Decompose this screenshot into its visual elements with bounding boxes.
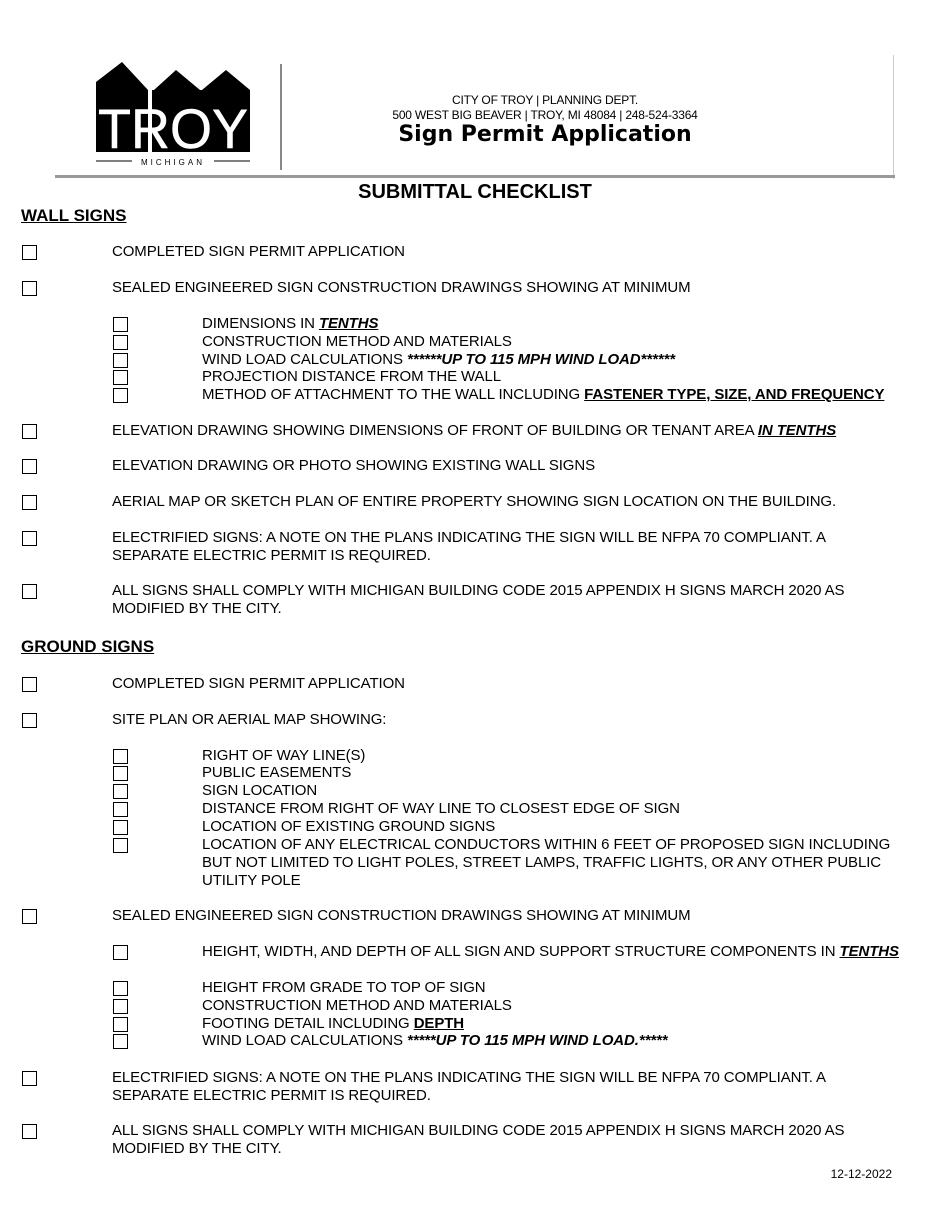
sub-checkbox[interactable] — [113, 317, 128, 332]
item-text: DIMENSIONS IN — [202, 315, 319, 332]
item-text: CONSTRUCTION METHOD AND MATERIALS — [202, 997, 512, 1014]
item-text: RIGHT OF WAY LINE(S) — [202, 747, 366, 764]
emphasis-text: TENTHS — [839, 943, 899, 960]
item-text: HEIGHT, WIDTH, AND DEPTH OF ALL SIGN AND SUPPORT STRUCTURE COMPONENTS IN — [202, 943, 840, 960]
checklist-item-text — [202, 800, 922, 818]
item-text: AERIAL MAP OR SKETCH PLAN OF ENTIRE PROPERTY SHOWING SIGN LOCATION ON THE BUILDING. — [112, 493, 837, 510]
sub-checkbox[interactable] — [113, 370, 128, 385]
emphasis-text: FASTENER TYPE, SIZE, AND FREQUENCY — [584, 386, 885, 403]
checklist-item-text — [112, 279, 902, 297]
checklist-item-text — [112, 422, 902, 440]
sub-checkbox[interactable] — [113, 838, 128, 853]
svg-text:MICHIGAN: MICHIGAN — [141, 158, 205, 167]
checklist-item-text — [202, 782, 922, 800]
checklist-item-text — [202, 997, 922, 1015]
item-text: COMPLETED SIGN PERMIT APPLICATION — [112, 675, 405, 692]
checklist-item-text — [202, 386, 922, 404]
checklist-item-text — [112, 1069, 902, 1105]
revision-date: 12-12-2022 — [830, 1167, 892, 1181]
item-text: ELECTRIFIED SIGNS: A NOTE ON THE PLANS INDICATING THE SIGN WILL BE NFPA 70 COMPLIANT. A SEPARATE ELECTRIC PERMIT IS REQUIRED. — [112, 529, 826, 564]
item-text: PROJECTION DISTANCE FROM THE WALL — [202, 368, 501, 385]
sub-checkbox[interactable] — [113, 784, 128, 799]
checklist-item-text — [112, 582, 902, 618]
checklist-item-text — [202, 1015, 922, 1033]
checkbox[interactable] — [22, 1071, 37, 1086]
item-text: LOCATION OF ANY ELECTRICAL CONDUCTORS WITHIN 6 FEET OF PROPOSED SIGN INCLUDING BUT NOT LIMITED TO LIGHT POLES, STREET LAMPS, TRAFFIC LIGHTS, OR ANY OTHER PUBLIC UTILITY POLE — [202, 836, 891, 889]
section-heading: GROUND SIGNS — [21, 637, 155, 656]
checkbox[interactable] — [22, 713, 37, 728]
emphasis-text: DEPTH — [413, 1015, 465, 1032]
item-text: WIND LOAD CALCULATIONS — [202, 1032, 407, 1049]
checklist-item-text — [112, 907, 902, 925]
item-text: LOCATION OF EXISTING GROUND SIGNS — [202, 818, 496, 835]
sub-checkbox[interactable] — [113, 999, 128, 1014]
sub-checkbox[interactable] — [113, 766, 128, 781]
item-text: HEIGHT FROM GRADE TO TOP OF SIGN — [202, 979, 486, 996]
org-line: CITY OF TROY | PLANNING DEPT. — [451, 93, 639, 107]
checklist-item-text — [202, 315, 922, 333]
checklist-item-text — [202, 1032, 922, 1050]
sub-checkbox[interactable] — [113, 945, 128, 960]
item-text: WIND LOAD CALCULATIONS — [202, 351, 407, 368]
checklist-item-text — [112, 1122, 902, 1158]
emphasis-text: *****UP TO 115 MPH WIND LOAD.***** — [406, 1032, 668, 1049]
sub-checkbox[interactable] — [113, 335, 128, 350]
item-text: FOOTING DETAIL INCLUDING — [202, 1015, 414, 1032]
emphasis-text: TENTHS — [318, 315, 379, 332]
checkbox[interactable] — [22, 584, 37, 599]
checklist-item-text — [202, 368, 922, 386]
form-title: Sign Permit Application — [398, 122, 692, 147]
checkbox[interactable] — [22, 245, 37, 260]
item-text: SIGN LOCATION — [202, 782, 318, 799]
sub-checkbox[interactable] — [113, 981, 128, 996]
sub-checkbox[interactable] — [113, 820, 128, 835]
page-subtitle: SUBMITTAL CHECKLIST — [358, 181, 592, 203]
sub-checkbox[interactable] — [113, 1034, 128, 1049]
checkbox[interactable] — [22, 495, 37, 510]
sub-checkbox[interactable] — [113, 802, 128, 817]
checklist-item-text — [202, 836, 922, 890]
checkbox[interactable] — [22, 424, 37, 439]
header-rule — [55, 175, 895, 178]
checkbox[interactable] — [22, 531, 37, 546]
checklist-item-text — [112, 457, 902, 475]
sub-checkbox[interactable] — [113, 353, 128, 368]
sub-checkbox[interactable] — [113, 388, 128, 403]
troy-logo — [94, 60, 254, 170]
item-text: ELEVATION DRAWING SHOWING DIMENSIONS OF FRONT OF BUILDING OR TENANT AREA — [112, 422, 758, 439]
checklist-item-text — [202, 764, 922, 782]
item-text: ALL SIGNS SHALL COMPLY WITH MICHIGAN BUILDING CODE 2015 APPENDIX H SIGNS MARCH 2020 AS MODIFIED BY THE CITY. — [112, 582, 845, 617]
item-text: ELEVATION DRAWING OR PHOTO SHOWING EXISTING WALL SIGNS — [112, 457, 595, 474]
sub-checkbox[interactable] — [113, 749, 128, 764]
address-line: 500 WEST BIG BEAVER | TROY, MI 48084 | 248-524-3364 — [392, 108, 698, 122]
item-text: COMPLETED SIGN PERMIT APPLICATION — [112, 243, 405, 260]
checklist-item-text — [202, 747, 922, 765]
checklist-item-text — [112, 675, 902, 693]
item-text: ELECTRIFIED SIGNS: A NOTE ON THE PLANS INDICATING THE SIGN WILL BE NFPA 70 COMPLIANT. A SEPARATE ELECTRIC PERMIT IS REQUIRED. — [112, 1069, 826, 1104]
item-text: SEALED ENGINEERED SIGN CONSTRUCTION DRAWINGS SHOWING AT MINIMUM — [112, 907, 691, 924]
checklist-item-text — [202, 333, 922, 351]
section-heading: WALL SIGNS — [21, 206, 127, 225]
checklist-item-text — [202, 979, 922, 997]
checklist-item-text — [202, 818, 922, 836]
item-text: ALL SIGNS SHALL COMPLY WITH MICHIGAN BUILDING CODE 2015 APPENDIX H SIGNS MARCH 2020 AS MODIFIED BY THE CITY. — [112, 1122, 845, 1157]
item-text: CONSTRUCTION METHOD AND MATERIALS — [202, 333, 512, 350]
checklist-item-text — [202, 943, 922, 961]
checklist-item-text — [112, 243, 902, 261]
checkbox[interactable] — [22, 909, 37, 924]
item-text: SITE PLAN OR AERIAL MAP SHOWING: — [112, 711, 387, 728]
item-text: METHOD OF ATTACHMENT TO THE WALL INCLUDING — [202, 386, 585, 403]
checklist-item-text — [112, 529, 902, 565]
item-text: PUBLIC EASEMENTS — [202, 764, 352, 781]
item-text: DISTANCE FROM RIGHT OF WAY LINE TO CLOSEST EDGE OF SIGN — [202, 800, 680, 817]
svg-text:TROY: TROY — [98, 97, 248, 160]
emphasis-text: IN TENTHS — [757, 422, 837, 439]
checkbox[interactable] — [22, 1124, 37, 1139]
checklist-item-text — [112, 493, 902, 511]
header-divider — [280, 64, 282, 170]
checkbox[interactable] — [22, 459, 37, 474]
checkbox[interactable] — [22, 281, 37, 296]
checklist-item-text — [112, 711, 902, 729]
checklist-item-text — [202, 351, 922, 369]
emphasis-text: ******UP TO 115 MPH WIND LOAD****** — [406, 351, 675, 368]
item-text: SEALED ENGINEERED SIGN CONSTRUCTION DRAWINGS SHOWING AT MINIMUM — [112, 279, 691, 296]
sub-checkbox[interactable] — [113, 1017, 128, 1032]
checkbox[interactable] — [22, 677, 37, 692]
